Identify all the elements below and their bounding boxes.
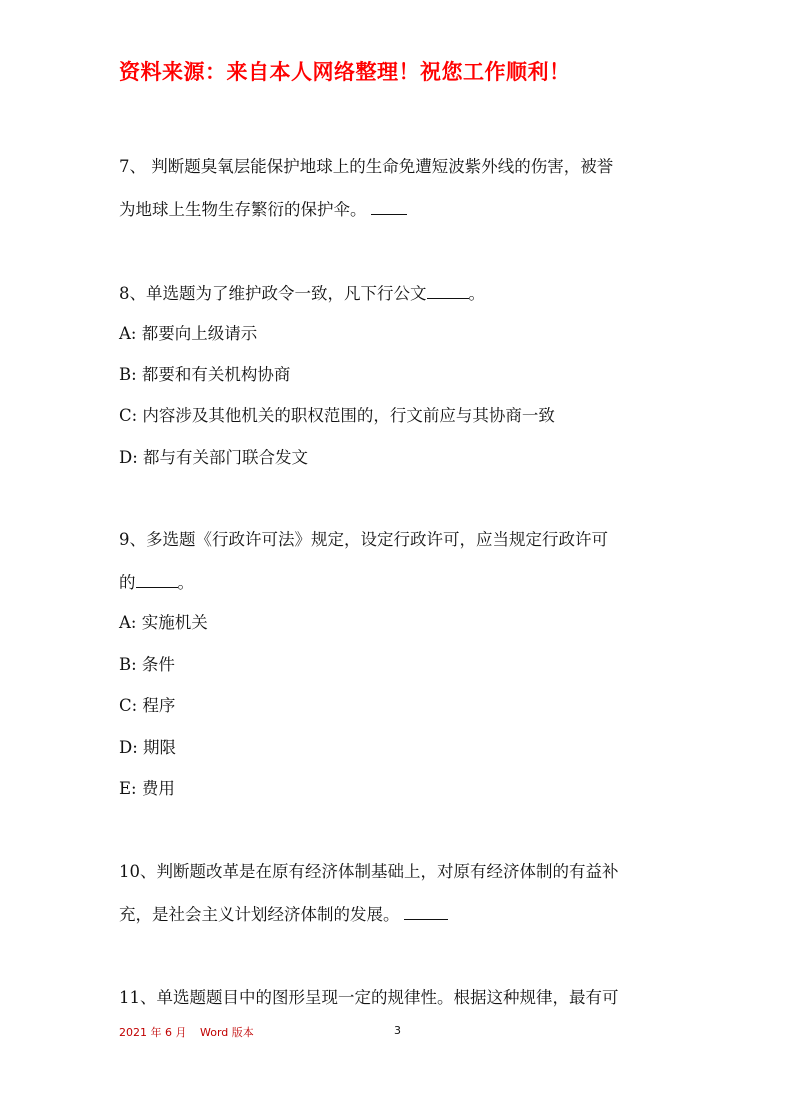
question-8-stem-prefix: 8、单选题为了维护政令一致，凡下行公文: [119, 284, 427, 303]
question-9-option-d: D: 期限: [119, 738, 177, 757]
question-8-option-c: C: 内容涉及其他机关的职权范围的，行文前应与其协商一致: [119, 406, 555, 425]
question-7-line2-text: 为地球上生物生存繁衍的保护伞。: [119, 200, 367, 219]
question-7-line2: [119, 198, 407, 221]
answer-blank: [404, 903, 448, 920]
question-10-line1: 10、判断题改革是在原有经济体制基础上，对原有经济体制的有益补: [119, 862, 619, 881]
footer-version: Word 版本: [200, 1026, 254, 1039]
footer-page-number: 3: [394, 1024, 401, 1037]
header-banner: 资料来源：来自本人网络整理！祝您工作顺利！: [119, 60, 571, 84]
question-8-option-a: A: 都要向上级请示: [119, 324, 258, 343]
question-9-option-b: B: 条件: [119, 655, 175, 674]
answer-blank: [427, 282, 469, 299]
question-8-stem-suffix: 。: [468, 284, 485, 303]
question-9-line1: 9、多选题《行政许可法》规定，设定行政许可，应当规定行政许可: [119, 530, 608, 549]
question-8-stem: [119, 282, 485, 305]
question-8-option-b: B: 都要和有关机构协商: [119, 365, 291, 384]
question-10-line2: [119, 903, 448, 926]
question-11-line1: 11、单选题题目中的图形呈现一定的规律性。根据这种规律，最有可: [119, 988, 619, 1007]
question-7-line1: 7、 判断题臭氧层能保护地球上的生命免遭短波紫外线的伤害，被誉: [119, 157, 614, 176]
question-8-option-d: D: 都与有关部门联合发文: [119, 448, 309, 467]
answer-blank: [136, 571, 178, 588]
question-9-option-e: E: 费用: [119, 779, 175, 798]
answer-blank: [371, 198, 407, 215]
question-9-option-c: C: 程序: [119, 696, 176, 715]
question-9-line2-suffix: 。: [177, 573, 194, 592]
question-9-line2-prefix: 的: [119, 573, 136, 592]
question-10-line2-text: 充，是社会主义计划经济体制的发展。: [119, 905, 400, 924]
footer-date: 2021 年 6 月: [119, 1026, 187, 1039]
question-9-option-a: A: 实施机关: [119, 613, 208, 632]
question-9-line2: [119, 571, 194, 594]
